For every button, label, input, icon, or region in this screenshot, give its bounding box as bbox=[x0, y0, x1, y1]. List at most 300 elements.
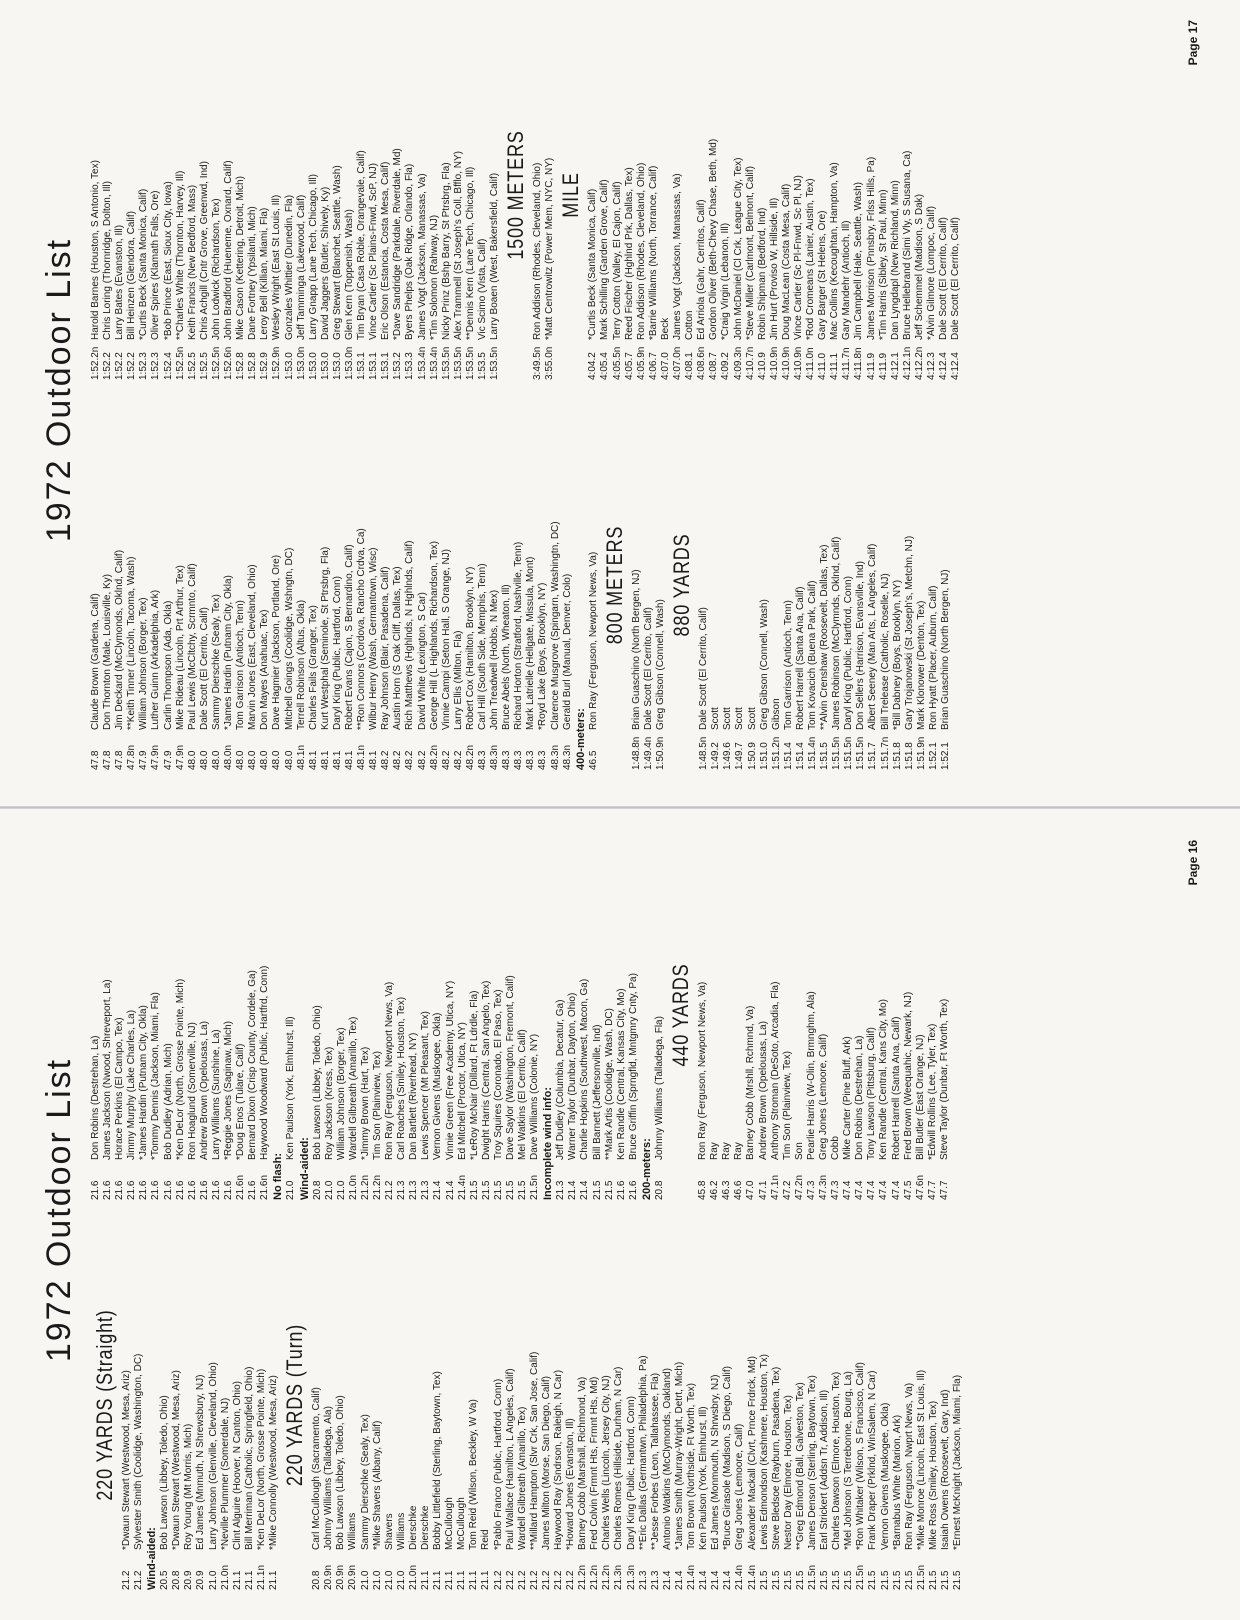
result-row bbox=[187, 830, 199, 1200]
result-row bbox=[842, 830, 854, 1200]
result-time: 4:12.4 bbox=[950, 352, 962, 380]
result-row bbox=[171, 1220, 183, 1590]
result-row bbox=[360, 1220, 372, 1590]
result-time: 47.8n bbox=[126, 744, 138, 770]
athlete-entry: Brian Guaschino (North Bergen, NJ) bbox=[630, 569, 642, 730]
athlete-entry: *Alvin Gilmore (Lompoc, Calif) bbox=[926, 206, 937, 340]
result-time: 4:10.9n bbox=[780, 346, 792, 380]
result-row bbox=[368, 10, 380, 380]
result-row bbox=[517, 1220, 529, 1590]
athlete-entry: Charles Romes (Hillside, Durham, N Car) bbox=[613, 1366, 625, 1550]
result-time: 21.2 bbox=[492, 1570, 504, 1590]
result-row bbox=[126, 10, 138, 380]
athlete-entry: *Bruce Girasole (Madison, S Diego, Calif) bbox=[722, 1366, 734, 1550]
result-row bbox=[697, 830, 709, 1200]
result-time: 21.6 bbox=[210, 1180, 222, 1200]
athlete-entry: Beck bbox=[659, 317, 671, 340]
athlete-entry: Reid bbox=[480, 1529, 492, 1550]
athlete-entry: Gonzales Whittier (Dunedin, Fla) bbox=[283, 194, 295, 340]
athlete-entry: Daryl King (Public, Hartford, Conn) bbox=[843, 576, 855, 730]
result-row bbox=[150, 10, 162, 380]
result-time: 46.6 bbox=[733, 1180, 745, 1200]
result-time: 48.2 bbox=[416, 750, 428, 770]
athlete-entry: Fred Colvin (Frmnt Hts, Frmnt Hts, Md) bbox=[589, 1376, 601, 1550]
result-row bbox=[392, 400, 404, 770]
athlete-entry: *James Hardin (Putnam City, Okla) bbox=[223, 575, 235, 730]
result-time: 21.6 bbox=[162, 1180, 174, 1200]
athlete-entry: Barney Cobb (Marshall, Richmond, Va) bbox=[577, 1376, 589, 1550]
athlete-entry: Barney Cobb (Mrshll, Rchmnd, Va) bbox=[745, 1005, 757, 1160]
athlete-entry: Bruce Hellebrand (Simi Vly, S Susana, Ca) bbox=[901, 150, 913, 340]
result-row bbox=[505, 1220, 517, 1590]
athlete-entry: *LeRoy McNair (Dillard, Ft Ldrdle, Fla) bbox=[468, 990, 480, 1160]
result-row bbox=[795, 400, 807, 770]
athlete-entry: Larry Williams (Sunshine, La) bbox=[210, 1029, 222, 1160]
athlete-entry: *Edwill Rollins (Lee, Tyler, Tex) bbox=[926, 1023, 938, 1160]
result-time: 21.6 bbox=[247, 1180, 259, 1200]
result-row bbox=[360, 830, 372, 1200]
result-row bbox=[853, 10, 865, 380]
result-time: 21.6 bbox=[223, 1180, 235, 1200]
athlete-entry: Nestor Day (Elmore, Houston, Tex) bbox=[782, 1395, 794, 1550]
result-time: 21.6 bbox=[90, 1180, 101, 1200]
result-row bbox=[175, 10, 187, 380]
result-time: 21.6 bbox=[198, 1180, 210, 1200]
athlete-entry: Ed Arriola (Gahr, Cerritos, Calif) bbox=[696, 199, 708, 340]
athlete-entry: Rich Matthews (Hghlnds, N Hghlnds, Calif) bbox=[404, 540, 416, 730]
athlete-entry: James Milton (Morse, San Diego, Calif) bbox=[540, 1376, 552, 1550]
result-row bbox=[537, 400, 549, 770]
result-time: 21.5 bbox=[903, 1570, 915, 1590]
athlete-entry: Clarence Musgrove (Spingarn, Washingtn, DC) bbox=[549, 521, 561, 730]
athlete-entry: Byers Phelps (Oak Ridge, Orlando, Fla) bbox=[404, 163, 416, 340]
athlete-entry: Andrew Brown (Opelousas, La) bbox=[198, 1021, 210, 1160]
result-time: 21.1 bbox=[268, 1570, 280, 1590]
result-row bbox=[102, 400, 114, 770]
result-time: 21.1 bbox=[444, 1570, 456, 1590]
result-time: 4:12.3 bbox=[926, 352, 937, 380]
result-time: 21.3n bbox=[613, 1564, 625, 1590]
athlete-entry: *Dwaun Stewart (Westwood, Mesa, Ariz) bbox=[171, 1370, 183, 1550]
result-row bbox=[344, 10, 356, 380]
result-row bbox=[541, 1220, 553, 1590]
result-time: 21.4 bbox=[567, 1180, 579, 1200]
athlete-entry: *Tim Harris (Sibley, St Paul, Minn) bbox=[877, 189, 889, 340]
result-row bbox=[199, 400, 211, 770]
result-time: 21.6 bbox=[174, 1180, 186, 1200]
athlete-entry: Larry Boaen (West, Bakersfield, Calif) bbox=[489, 172, 501, 340]
athlete-entry: Fred Brown (Weequahic, Newark, NJ) bbox=[902, 991, 914, 1160]
result-row bbox=[819, 400, 831, 770]
result-row bbox=[312, 830, 324, 1200]
section-subheading: Wind-aided: bbox=[298, 1137, 311, 1200]
result-row bbox=[928, 400, 940, 770]
athlete-entry: Charles Dawson (Elmore, Houston, Tex) bbox=[831, 1371, 843, 1550]
athlete-entry: Warner Taylor (Dunbar, Dayton, Ohio) bbox=[567, 992, 579, 1160]
athlete-entry: Chris Achgill (Cntr Grove, Greenwd, Ind) bbox=[198, 161, 210, 340]
athlete-entry: Johnny Williams (Talladega, Ala) bbox=[323, 1406, 335, 1550]
result-time: 21.6 bbox=[138, 1180, 150, 1200]
athlete-entry: Vince Cartier (Sc Plains-Fnwd, ScP, NJ) bbox=[368, 163, 380, 340]
result-row bbox=[489, 10, 501, 380]
athlete-entry: Oliver Spires (Klamath Falls, Ore) bbox=[150, 190, 162, 340]
result-row bbox=[710, 400, 722, 770]
result-time: 1:52.8 bbox=[235, 352, 247, 380]
result-time: 21.0 bbox=[285, 1180, 297, 1200]
athlete-entry: Jim Hurt (Proviso W, Hillside, Ill) bbox=[768, 197, 780, 340]
result-row bbox=[384, 830, 396, 1200]
result-time: 4:11.9 bbox=[865, 352, 877, 380]
result-row bbox=[626, 1220, 638, 1590]
result-row bbox=[674, 1220, 686, 1590]
athlete-entry: Earl Strickert (Addsn Tr, Addison, Ill) bbox=[819, 1389, 831, 1550]
athlete-entry: Dan Bartlett (Riverhead, NY) bbox=[408, 1032, 420, 1160]
result-row bbox=[638, 1220, 650, 1590]
result-row bbox=[408, 1220, 420, 1590]
result-row bbox=[356, 10, 368, 380]
athlete-entry: Dan Lyngdapl (New Richland, Minn) bbox=[889, 180, 901, 340]
result-row bbox=[734, 400, 746, 770]
result-time: 1:52.1 bbox=[940, 742, 951, 770]
result-time: 1:51.5n bbox=[843, 736, 855, 770]
athlete-entry: Tom Reid (Wilson, Beckley, W Va) bbox=[468, 1399, 480, 1550]
athlete-entry: Robert Cox (Hamilton, Brooklyn, NY) bbox=[464, 566, 476, 730]
result-time: 4:10.9n bbox=[792, 346, 804, 380]
athlete-entry: Mike Carter (Pine Bluff, Ark) bbox=[842, 1036, 854, 1160]
result-time: 20.8 bbox=[171, 1570, 183, 1590]
athlete-entry: *Matt Centrowitz (Power Mem, NYC, NY) bbox=[544, 157, 556, 340]
athlete-entry: David Jaggers (Butler, Shively, Ky) bbox=[319, 186, 331, 340]
result-row bbox=[914, 10, 926, 380]
result-time: 48.1n bbox=[295, 744, 307, 770]
result-time: 21.0 bbox=[371, 1570, 383, 1590]
result-time: 20.9n bbox=[335, 1564, 347, 1590]
result-row bbox=[441, 400, 453, 770]
result-time: 1:53.1 bbox=[380, 352, 392, 380]
result-time: 21.2n bbox=[601, 1564, 613, 1590]
athlete-entry: Larry Gnapp (Lane Tech, Chicago, Ill) bbox=[307, 173, 319, 340]
athlete-entry: Eric Olson (Estancia, Costa Mesa, Calif) bbox=[380, 161, 392, 340]
result-row bbox=[904, 1220, 916, 1590]
result-row bbox=[940, 1220, 952, 1590]
athlete-entry: *Reggie Jones (Saginaw, Mich) bbox=[223, 1021, 235, 1160]
result-time: 4:05.5n bbox=[611, 346, 623, 380]
result-row bbox=[880, 1220, 892, 1590]
result-time: 48.2n bbox=[428, 744, 440, 770]
result-time: 48.0 bbox=[210, 750, 222, 770]
result-row bbox=[150, 400, 162, 770]
result-time: 1:52.8 bbox=[247, 352, 259, 380]
result-time: 21.1 bbox=[468, 1570, 480, 1590]
result-time: 47.1n bbox=[769, 1174, 781, 1200]
result-time: 1:51.8 bbox=[891, 742, 903, 770]
athlete-entry: Bill Merriman (Catholic, Springfield, Ohio) bbox=[243, 1366, 255, 1550]
result-time: 4:10.9 bbox=[756, 352, 768, 380]
result-time: 3:55.0n bbox=[544, 346, 556, 380]
athlete-entry: Bob Lawson (Libbey, Toledo, Ohio) bbox=[159, 1395, 171, 1550]
athlete-entry: *Ken DeLor (North, Grosse Pointe, Mich) bbox=[174, 978, 186, 1160]
athlete-entry: Roy Young (Mt Morris, Mich) bbox=[183, 1423, 195, 1550]
athlete-entry: Don Robins (Destrehan, La) bbox=[854, 1035, 866, 1160]
result-time: 48.0n bbox=[223, 744, 235, 770]
athlete-entry: Bobby Littlefield (Sterling, Baytown, Tex) bbox=[432, 1371, 444, 1550]
athlete-entry: Gibson bbox=[770, 698, 782, 730]
athlete-entry: **Ron Connors (Cordova, Rancho Crdva, Ca) bbox=[356, 528, 368, 730]
athlete-entry: Scott bbox=[710, 707, 722, 730]
result-row bbox=[396, 1220, 408, 1590]
result-row bbox=[368, 400, 380, 770]
athlete-entry: *Bill Dabney (Boys, Brooklyn, NY) bbox=[891, 579, 903, 730]
athlete-entry: *Ernest McKnight (Jackson, Miami, Fla) bbox=[952, 1374, 964, 1550]
result-row bbox=[244, 1220, 256, 1590]
result-row bbox=[855, 400, 867, 770]
athlete-entry: Ed James (Monmouth, N Shrwsbry, NJ) bbox=[710, 1374, 722, 1550]
result-row bbox=[866, 830, 878, 1200]
result-row bbox=[199, 830, 211, 1200]
athlete-entry: Sammy Dierschke (Sealy, Tex) bbox=[210, 594, 222, 730]
result-row bbox=[662, 1220, 674, 1590]
athlete-entry: Dale Scott (El Cerrito, Calif) bbox=[198, 607, 210, 730]
result-row bbox=[759, 1220, 771, 1590]
result-time: 4:05.9n bbox=[635, 346, 647, 380]
result-row bbox=[356, 400, 368, 770]
result-time: 1:53.1 bbox=[368, 352, 380, 380]
result-time: 21.6 bbox=[126, 1180, 138, 1200]
result-time: 21.5 bbox=[794, 1570, 806, 1590]
result-row bbox=[163, 10, 175, 380]
result-row bbox=[183, 1220, 195, 1590]
result-row bbox=[380, 10, 392, 380]
athlete-entry: Scott bbox=[746, 707, 758, 730]
result-row bbox=[404, 400, 416, 770]
athlete-entry: Don Sellers (Harrison, Evansville, Ind) bbox=[855, 561, 867, 730]
result-row bbox=[698, 1220, 710, 1590]
result-row bbox=[817, 10, 829, 380]
athlete-entry: Ron Ray (Ferguson, Newport News, Va) bbox=[697, 981, 709, 1160]
result-time: 21.0n bbox=[219, 1564, 231, 1590]
athlete-entry: Ron Ray (Ferguson, Nwprt News, Va) bbox=[903, 1382, 915, 1550]
athlete-entry: Mike Cason (Kettering, Detroit, Mich) bbox=[235, 176, 247, 340]
result-time: 48.3 bbox=[537, 750, 549, 770]
athlete-entry: Son bbox=[793, 1142, 805, 1160]
result-row bbox=[806, 830, 818, 1200]
result-time: 21.5 bbox=[831, 1570, 843, 1590]
event-heading: MILE bbox=[558, 172, 584, 218]
athlete-entry: James Vogt (Jackson, Manassas, Va) bbox=[672, 173, 684, 340]
result-time: 48.0 bbox=[271, 750, 283, 770]
result-time: 48.1 bbox=[331, 750, 343, 770]
result-time: 48.1n bbox=[356, 744, 368, 770]
result-row bbox=[841, 10, 853, 380]
result-time: 1:51.7 bbox=[867, 742, 879, 770]
result-time: 21.2n bbox=[577, 1564, 589, 1590]
athlete-entry: Mel Watkins (El Cerrito, Calif) bbox=[517, 1029, 529, 1160]
result-time: 21.0 bbox=[359, 1570, 371, 1590]
result-row bbox=[648, 10, 660, 380]
result-row bbox=[818, 830, 830, 1200]
athlete-entry: *Steve Miller (Carlmont, Belmont, Calif) bbox=[744, 166, 756, 340]
athlete-entry: *Mel Johnson (S Terrebonne, Bourg, La) bbox=[843, 1371, 855, 1550]
athlete-entry: *Neville Plummer (Somerdale, NJ) bbox=[219, 1397, 231, 1550]
athlete-entry: *Tim Solomon (Rahway, NJ) bbox=[428, 214, 440, 340]
result-time: 46.5 bbox=[587, 750, 599, 770]
result-row bbox=[232, 1220, 244, 1590]
result-time: 47.4 bbox=[866, 1180, 878, 1200]
column-left bbox=[90, 400, 952, 770]
page-title: 1972 Outdoor List bbox=[40, 1057, 78, 1363]
athlete-entry: Tom Brown (Northside, Ft Worth, Tex) bbox=[686, 1383, 698, 1550]
result-time: 21.2 bbox=[121, 1570, 132, 1590]
athlete-entry: *Curtis Beck (Santa Monica, Calif) bbox=[587, 188, 599, 340]
result-row bbox=[271, 10, 283, 380]
athlete-entry: Robert Harrell (Santa Ana, Calif) bbox=[794, 586, 806, 730]
athlete-entry: Mac Collins (Kecoughtan, Hampton, Va) bbox=[829, 162, 841, 340]
athlete-entry: Wesley Wright (East St Louis, Ill) bbox=[271, 194, 283, 340]
result-row bbox=[469, 830, 481, 1200]
result-row bbox=[698, 400, 710, 770]
page-number: Page 16 bbox=[1186, 840, 1200, 886]
result-row bbox=[396, 830, 408, 1200]
result-time: 21.2 bbox=[504, 1570, 516, 1590]
result-time: 21.3 bbox=[396, 1180, 408, 1200]
result-row bbox=[686, 1220, 698, 1590]
athlete-entry: *Ken DeLor (North, Grosse Pointe, Mich) bbox=[255, 1368, 267, 1550]
athlete-entry: Bob Lawson (Libbey, Toledo, Ohio) bbox=[335, 1395, 347, 1550]
athlete-entry: **Mark Artis (Coolidge, Wash, DC) bbox=[603, 1008, 615, 1160]
result-row bbox=[420, 830, 432, 1200]
result-row bbox=[878, 10, 890, 380]
column-left bbox=[90, 1220, 964, 1590]
result-time: 1:49.7 bbox=[734, 742, 746, 770]
result-row bbox=[392, 10, 404, 380]
result-row bbox=[831, 1220, 843, 1590]
result-time: 48.2 bbox=[380, 750, 392, 770]
result-row bbox=[408, 830, 420, 1200]
result-time: 48.2 bbox=[392, 750, 404, 770]
result-time: 47.6n bbox=[914, 1174, 926, 1200]
result-row bbox=[150, 830, 162, 1200]
result-time: 1:48.5n bbox=[698, 736, 710, 770]
athlete-entry: Tom Garrison (Antioch, Tenn) bbox=[235, 600, 247, 730]
result-row bbox=[771, 1220, 783, 1590]
athlete-entry: Robert Harrell (Santa Ana, Calif) bbox=[890, 1016, 902, 1160]
result-row bbox=[133, 1220, 145, 1590]
result-time: 1:53.0 bbox=[283, 352, 295, 380]
athlete-entry: Marvin Jones (East, Cleveland, Ohio) bbox=[247, 564, 259, 730]
athlete-entry: *Dave Sandridge (Parkdale, Riverdale, Md) bbox=[392, 148, 404, 340]
result-time: 21.5 bbox=[603, 1180, 615, 1200]
athlete-entry: *Jimmy Brown (Hart, Tex) bbox=[359, 1046, 371, 1160]
athlete-entry: John Bradford (Hueneme, Oxnard, Calif) bbox=[223, 160, 235, 340]
athlete-entry: James Morrison (Pnnsbry, Frlss Hills, Pa) bbox=[865, 156, 877, 340]
result-row bbox=[126, 830, 138, 1200]
result-row bbox=[453, 10, 465, 380]
athlete-entry: Ken Randle (Central, Kansas City, Mo) bbox=[615, 988, 627, 1160]
result-row bbox=[489, 400, 501, 770]
athlete-entry: Bernard Dixon (Crisp County, Cordele, Ga) bbox=[247, 970, 259, 1160]
result-time: 21.5 bbox=[758, 1570, 770, 1590]
athlete-entry: John Treadwell (Hobbs, N Mex) bbox=[489, 589, 501, 730]
result-row bbox=[247, 10, 259, 380]
result-time: 1:51.4n bbox=[806, 736, 818, 770]
result-row bbox=[429, 400, 441, 770]
result-time: 21.5 bbox=[468, 1180, 480, 1200]
result-time: 20.8 bbox=[653, 1180, 665, 1200]
result-time: 1:49.4n bbox=[642, 736, 654, 770]
result-row bbox=[655, 400, 667, 770]
result-time: 1:52.5 bbox=[186, 352, 198, 380]
result-time: 21.5 bbox=[505, 1180, 516, 1200]
result-row bbox=[939, 830, 951, 1200]
result-row bbox=[721, 830, 733, 1200]
result-row bbox=[529, 830, 541, 1200]
result-time: 1:52.1 bbox=[927, 742, 939, 770]
result-row bbox=[493, 830, 505, 1200]
result-row bbox=[631, 400, 643, 770]
result-time: 21.3 bbox=[637, 1570, 649, 1590]
result-row bbox=[770, 830, 782, 1200]
column-right bbox=[90, 830, 951, 1200]
athlete-entry: *Barrie Williams (North, Torrance, Calif) bbox=[647, 165, 659, 340]
athlete-entry: Don Thornton (Male, Louisville, Ky) bbox=[102, 574, 114, 730]
athlete-entry: Jeff Dudley (Columbia, Decatur, Ga) bbox=[555, 999, 567, 1160]
result-row bbox=[805, 10, 817, 380]
result-row bbox=[601, 1220, 613, 1590]
athlete-entry: Wilbur Henry (Wash, Germantown, Wisc) bbox=[368, 547, 380, 730]
result-row bbox=[829, 10, 841, 380]
result-time: 1:52.5 bbox=[198, 352, 210, 380]
result-row bbox=[308, 10, 320, 380]
result-row bbox=[831, 400, 843, 770]
athlete-entry: Frank Draper (Prklnd, WinSalem, N Car) bbox=[867, 1370, 879, 1550]
result-time: 47.4 bbox=[890, 1180, 902, 1200]
athlete-entry: Greg Jones (Lemoore, Calif) bbox=[817, 1033, 829, 1160]
result-row bbox=[757, 10, 769, 380]
athlete-entry: Greg Jones (Lemoore, Calif) bbox=[734, 1423, 746, 1550]
athlete-entry: Jim Deckard (McClymonds, Oklnd, Calif) bbox=[114, 549, 126, 730]
result-time: 21.5n bbox=[855, 1564, 867, 1590]
athlete-entry: Daryl King (Public, Hartford, Conn) bbox=[331, 576, 343, 730]
result-row bbox=[235, 400, 247, 770]
result-row bbox=[220, 1220, 232, 1590]
athlete-entry: Antonio Watkins (McClymonds, Oakland) bbox=[661, 1368, 673, 1550]
result-row bbox=[175, 830, 187, 1200]
result-row bbox=[643, 400, 655, 770]
athlete-entry: Dwight Harris (Central, San Angelo, Tex) bbox=[480, 980, 492, 1160]
result-time: 1:50.9n bbox=[655, 736, 667, 770]
athlete-entry: Dale Scott (El Cerrito, Calif) bbox=[698, 607, 710, 730]
athlete-entry: Shavers bbox=[383, 1513, 395, 1550]
result-row bbox=[372, 830, 384, 1200]
result-row bbox=[592, 830, 604, 1200]
athlete-entry: Steve Taylor (Dunbar, Ft Worth, Tex) bbox=[938, 998, 950, 1160]
athlete-entry: Tim Bryan (Casa Roble, Orangevale, Calif) bbox=[356, 150, 368, 340]
athlete-entry: Bob Lawson (Libbey, Toledo, Ohio) bbox=[311, 1005, 323, 1160]
result-time: 1:52.5n bbox=[210, 346, 222, 380]
result-row bbox=[952, 1220, 964, 1590]
athlete-entry: Dave Williams (Colonie, NY) bbox=[529, 1033, 541, 1160]
result-time: 47.5 bbox=[902, 1180, 914, 1200]
result-time: 1:50.9 bbox=[746, 742, 758, 770]
result-row bbox=[589, 1220, 601, 1590]
result-time: 21.4n bbox=[686, 1564, 698, 1590]
result-time: 21.1 bbox=[231, 1570, 243, 1590]
result-row bbox=[468, 1220, 480, 1590]
result-row bbox=[235, 830, 247, 1200]
result-row bbox=[867, 400, 879, 770]
result-time: 4:11.1 bbox=[829, 352, 841, 380]
result-time: 48.1 bbox=[343, 750, 355, 770]
